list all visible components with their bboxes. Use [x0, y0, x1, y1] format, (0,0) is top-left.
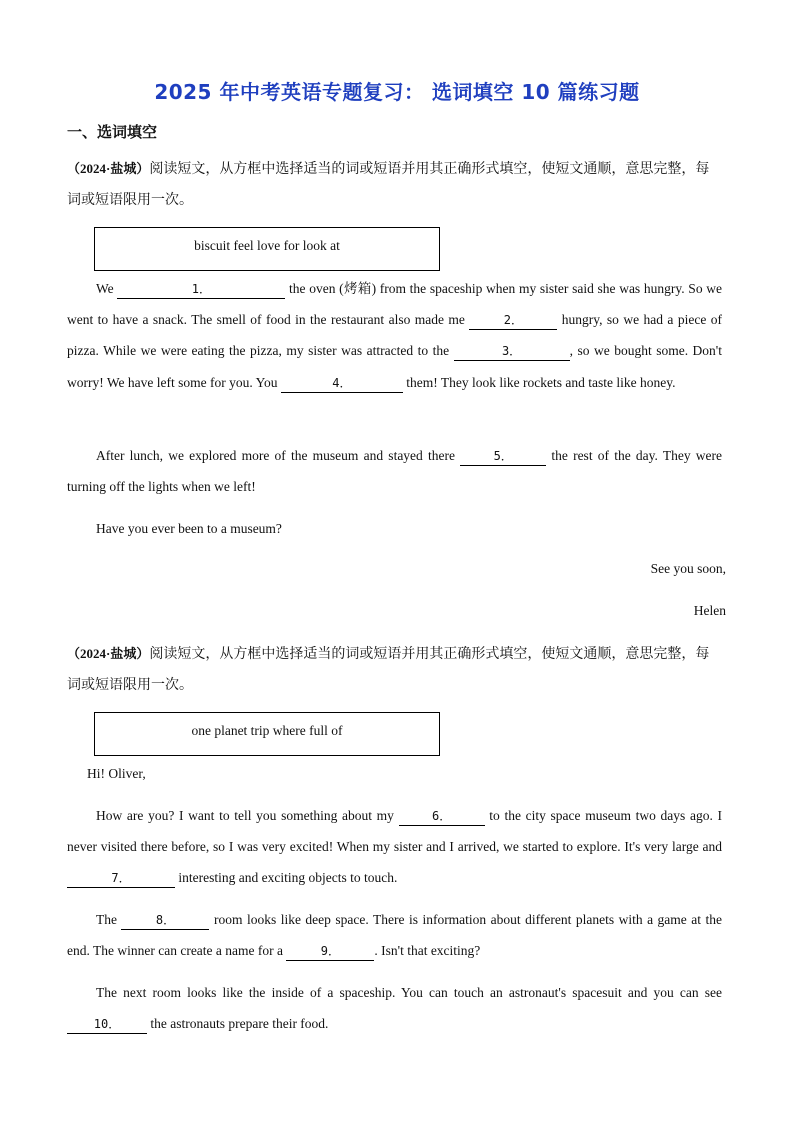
- passage1-paragraph-2: After lunch, we explored more of the museum and stayed there 5． the rest of the day. They were turning off the lights when we left!: [67, 448, 723, 495]
- passage1-instruction-text: 阅读短文，从方框中选择适当的词或短语并用其正确形式填空，使短文通顺，意思完整，每词或短语限用一次。: [67, 161, 710, 208]
- passage2-greeting: Hi! Oliver,: [87, 766, 146, 781]
- passage2-paragraph-2: The 8． room looks like deep space. There is information about different planets with a game at the end. The winner can create a name for a 9． . Isn't that exciting?: [67, 904, 722, 966]
- section-heading: 一、选词填空: [67, 123, 158, 141]
- passage1-instruction: [67, 153, 722, 216]
- passage1-closing: See you soon,: [650, 561, 726, 576]
- passage1-source: （2024·盐城）: [67, 161, 150, 176]
- blank-6[interactable]: 6．: [399, 807, 485, 826]
- blank-9[interactable]: 9．: [286, 942, 374, 961]
- blank-1[interactable]: 1．: [117, 280, 285, 299]
- blank-7[interactable]: 7．: [67, 869, 175, 888]
- passage2-paragraph-1: How are you? I want to tell you something about my 6． to the city space museum two days ago. I never visited there before, so I was very excited! When my sister and I arrived, we started to explore. It's very large and 7． interesting and exciting objects to touch.: [67, 800, 722, 894]
- blank-10[interactable]: 10．: [67, 1015, 147, 1034]
- blank-8[interactable]: 8．: [121, 911, 209, 930]
- passage1-paragraph-1: We 1． the oven (烤箱) from the spaceship when my sister said she was hungry. So we went to have a snack. The smell of food in the restaurant also made me 2． hungry, so we had a piece of pizza. While we were eating the pizza, my sister was attracted to the 3． , so we bought some. Don't worry! We have left some for you. You 4． them! They look like rockets and taste like honey.: [67, 273, 722, 398]
- passage2-paragraph-3: The next room looks like the inside of a spaceship. You can touch an astronaut's spacesuit and you can see 10． the astronauts prepare their food.: [67, 977, 722, 1039]
- passage2-instruction-text: 阅读短文，从方框中选择适当的词或短语并用其正确形式填空，使短文通顺，意思完整，每词或短语限用一次。: [67, 646, 710, 693]
- passage1-signature: Helen: [693, 603, 726, 618]
- blank-4[interactable]: 4．: [281, 374, 403, 393]
- passage2-word-box: one planet trip where full of: [94, 712, 440, 756]
- blank-3[interactable]: 3．: [454, 342, 570, 361]
- passage2-source: （2024·盐城）: [67, 646, 150, 661]
- passage1-word-box: biscuit feel love for look at: [94, 227, 440, 271]
- blank-2[interactable]: 2．: [469, 311, 557, 330]
- page-title: 2025 年中考英语专题复习： 选词填空 10 篇练习题: [154, 80, 640, 104]
- passage1-paragraph-3: Have you ever been to a museum?: [96, 521, 282, 536]
- blank-5[interactable]: 5．: [460, 447, 546, 466]
- passage2-instruction: [67, 638, 722, 701]
